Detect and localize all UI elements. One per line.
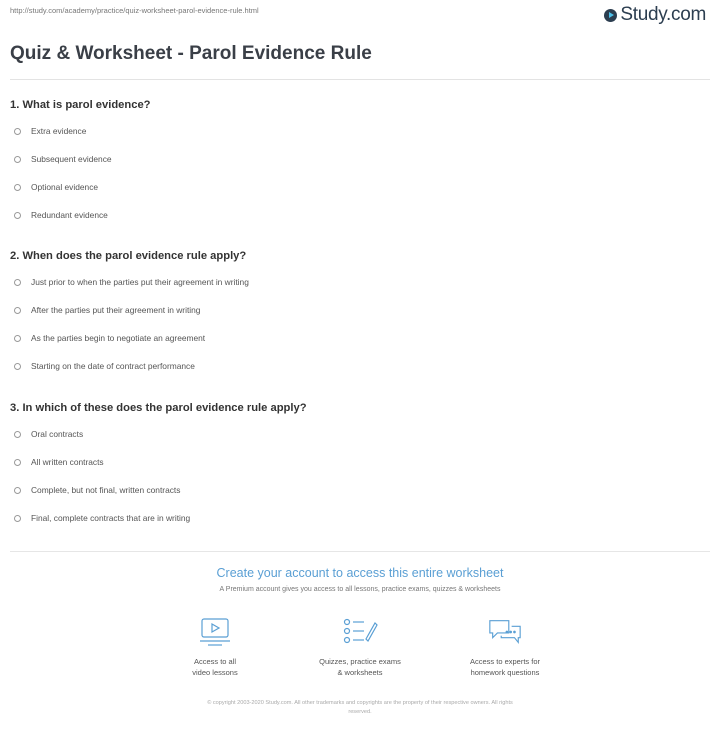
- answer-label: Optional evidence: [31, 182, 99, 192]
- radio-button[interactable]: [14, 487, 21, 494]
- answer-option[interactable]: [10, 296, 710, 324]
- radio-button[interactable]: [14, 459, 21, 466]
- page-url: http://study.com/academy/practice/quiz-worksheet-parol-evidence-rule.html: [10, 6, 259, 15]
- radio-button[interactable]: [14, 335, 21, 342]
- radio-button[interactable]: [14, 515, 21, 522]
- question-text: 1. What is parol evidence?: [10, 99, 151, 111]
- answer-label: Starting on the date of contract performance: [31, 361, 195, 371]
- answer-option[interactable]: [10, 324, 710, 352]
- play-circle-icon: [604, 9, 617, 22]
- footer-line: © copyright 2003-2020 Study.com. All other trademarks and copyrights are the property of their respective owners. All rights: [207, 700, 513, 706]
- answer-option[interactable]: [10, 352, 710, 380]
- answer-label: Oral contracts: [31, 429, 84, 439]
- answer-label: After the parties put their agreement in writing: [31, 305, 201, 315]
- answer-option[interactable]: [10, 117, 710, 145]
- question-3: [10, 402, 710, 532]
- chat-bubbles-icon: [487, 616, 523, 648]
- radio-button[interactable]: [14, 128, 21, 135]
- feature-label-line: Quizzes, practice exams: [319, 657, 401, 666]
- feature-label-line: homework questions: [470, 668, 540, 677]
- answer-option[interactable]: [10, 201, 710, 229]
- answer-option[interactable]: [10, 145, 710, 173]
- study-logo[interactable]: [604, 4, 706, 26]
- feature-label: [319, 656, 401, 678]
- answer-label: Final, complete contracts that are in writing: [31, 513, 191, 523]
- question-text: 2. When does the parol evidence rule apply?: [10, 250, 247, 262]
- answer-label: Just prior to when the parties put their agreement in writing: [31, 277, 249, 287]
- feature-video-lessons: [150, 616, 280, 678]
- answer-label: Subsequent evidence: [31, 154, 112, 164]
- answer-label: As the parties begin to negotiate an agreement: [31, 333, 206, 343]
- page-title: Quiz & Worksheet - Parol Evidence Rule: [10, 43, 372, 64]
- video-lesson-icon: [197, 616, 233, 648]
- radio-button[interactable]: [14, 363, 21, 370]
- feature-label: [192, 656, 237, 678]
- feature-label-line: Access to all: [193, 657, 237, 666]
- copyright-footer: [120, 699, 600, 717]
- quiz-list-icon: [342, 616, 378, 648]
- feature-label: [470, 656, 540, 678]
- radio-button[interactable]: [14, 279, 21, 286]
- cta-title[interactable]: Create your account to access this entire worksheet: [216, 566, 504, 580]
- answer-label: Redundant evidence: [31, 210, 108, 220]
- feature-experts: [440, 616, 570, 678]
- answer-option[interactable]: [10, 504, 710, 532]
- answer-option[interactable]: [10, 268, 710, 296]
- title-divider: [10, 79, 710, 80]
- answer-label: Complete, but not final, written contracts: [31, 485, 181, 495]
- answer-option[interactable]: [10, 476, 710, 504]
- answer-option[interactable]: [10, 420, 710, 448]
- question-2: [10, 250, 710, 380]
- answer-option[interactable]: [10, 448, 710, 476]
- radio-button[interactable]: [14, 184, 21, 191]
- feature-label-line: & worksheets: [337, 668, 383, 677]
- radio-button[interactable]: [14, 156, 21, 163]
- footer-line: reserved.: [348, 709, 372, 715]
- section-divider: [10, 551, 710, 552]
- radio-button[interactable]: [14, 212, 21, 219]
- answer-label: Extra evidence: [31, 126, 87, 136]
- feature-label-line: Access to experts for: [469, 657, 541, 666]
- cta-subtitle: A Premium account gives you access to all lessons, practice exams, quizzes & worksheets: [219, 586, 501, 593]
- radio-button[interactable]: [14, 431, 21, 438]
- premium-features: [150, 616, 570, 678]
- radio-button[interactable]: [14, 307, 21, 314]
- feature-quizzes: [295, 616, 425, 678]
- answer-option[interactable]: [10, 173, 710, 201]
- question-text: 3. In which of these does the parol evidence rule apply?: [10, 402, 307, 414]
- answer-label: All written contracts: [31, 457, 104, 467]
- feature-label-line: video lessons: [192, 668, 238, 677]
- question-1: [10, 99, 710, 229]
- brand-name: Study.com: [620, 4, 706, 25]
